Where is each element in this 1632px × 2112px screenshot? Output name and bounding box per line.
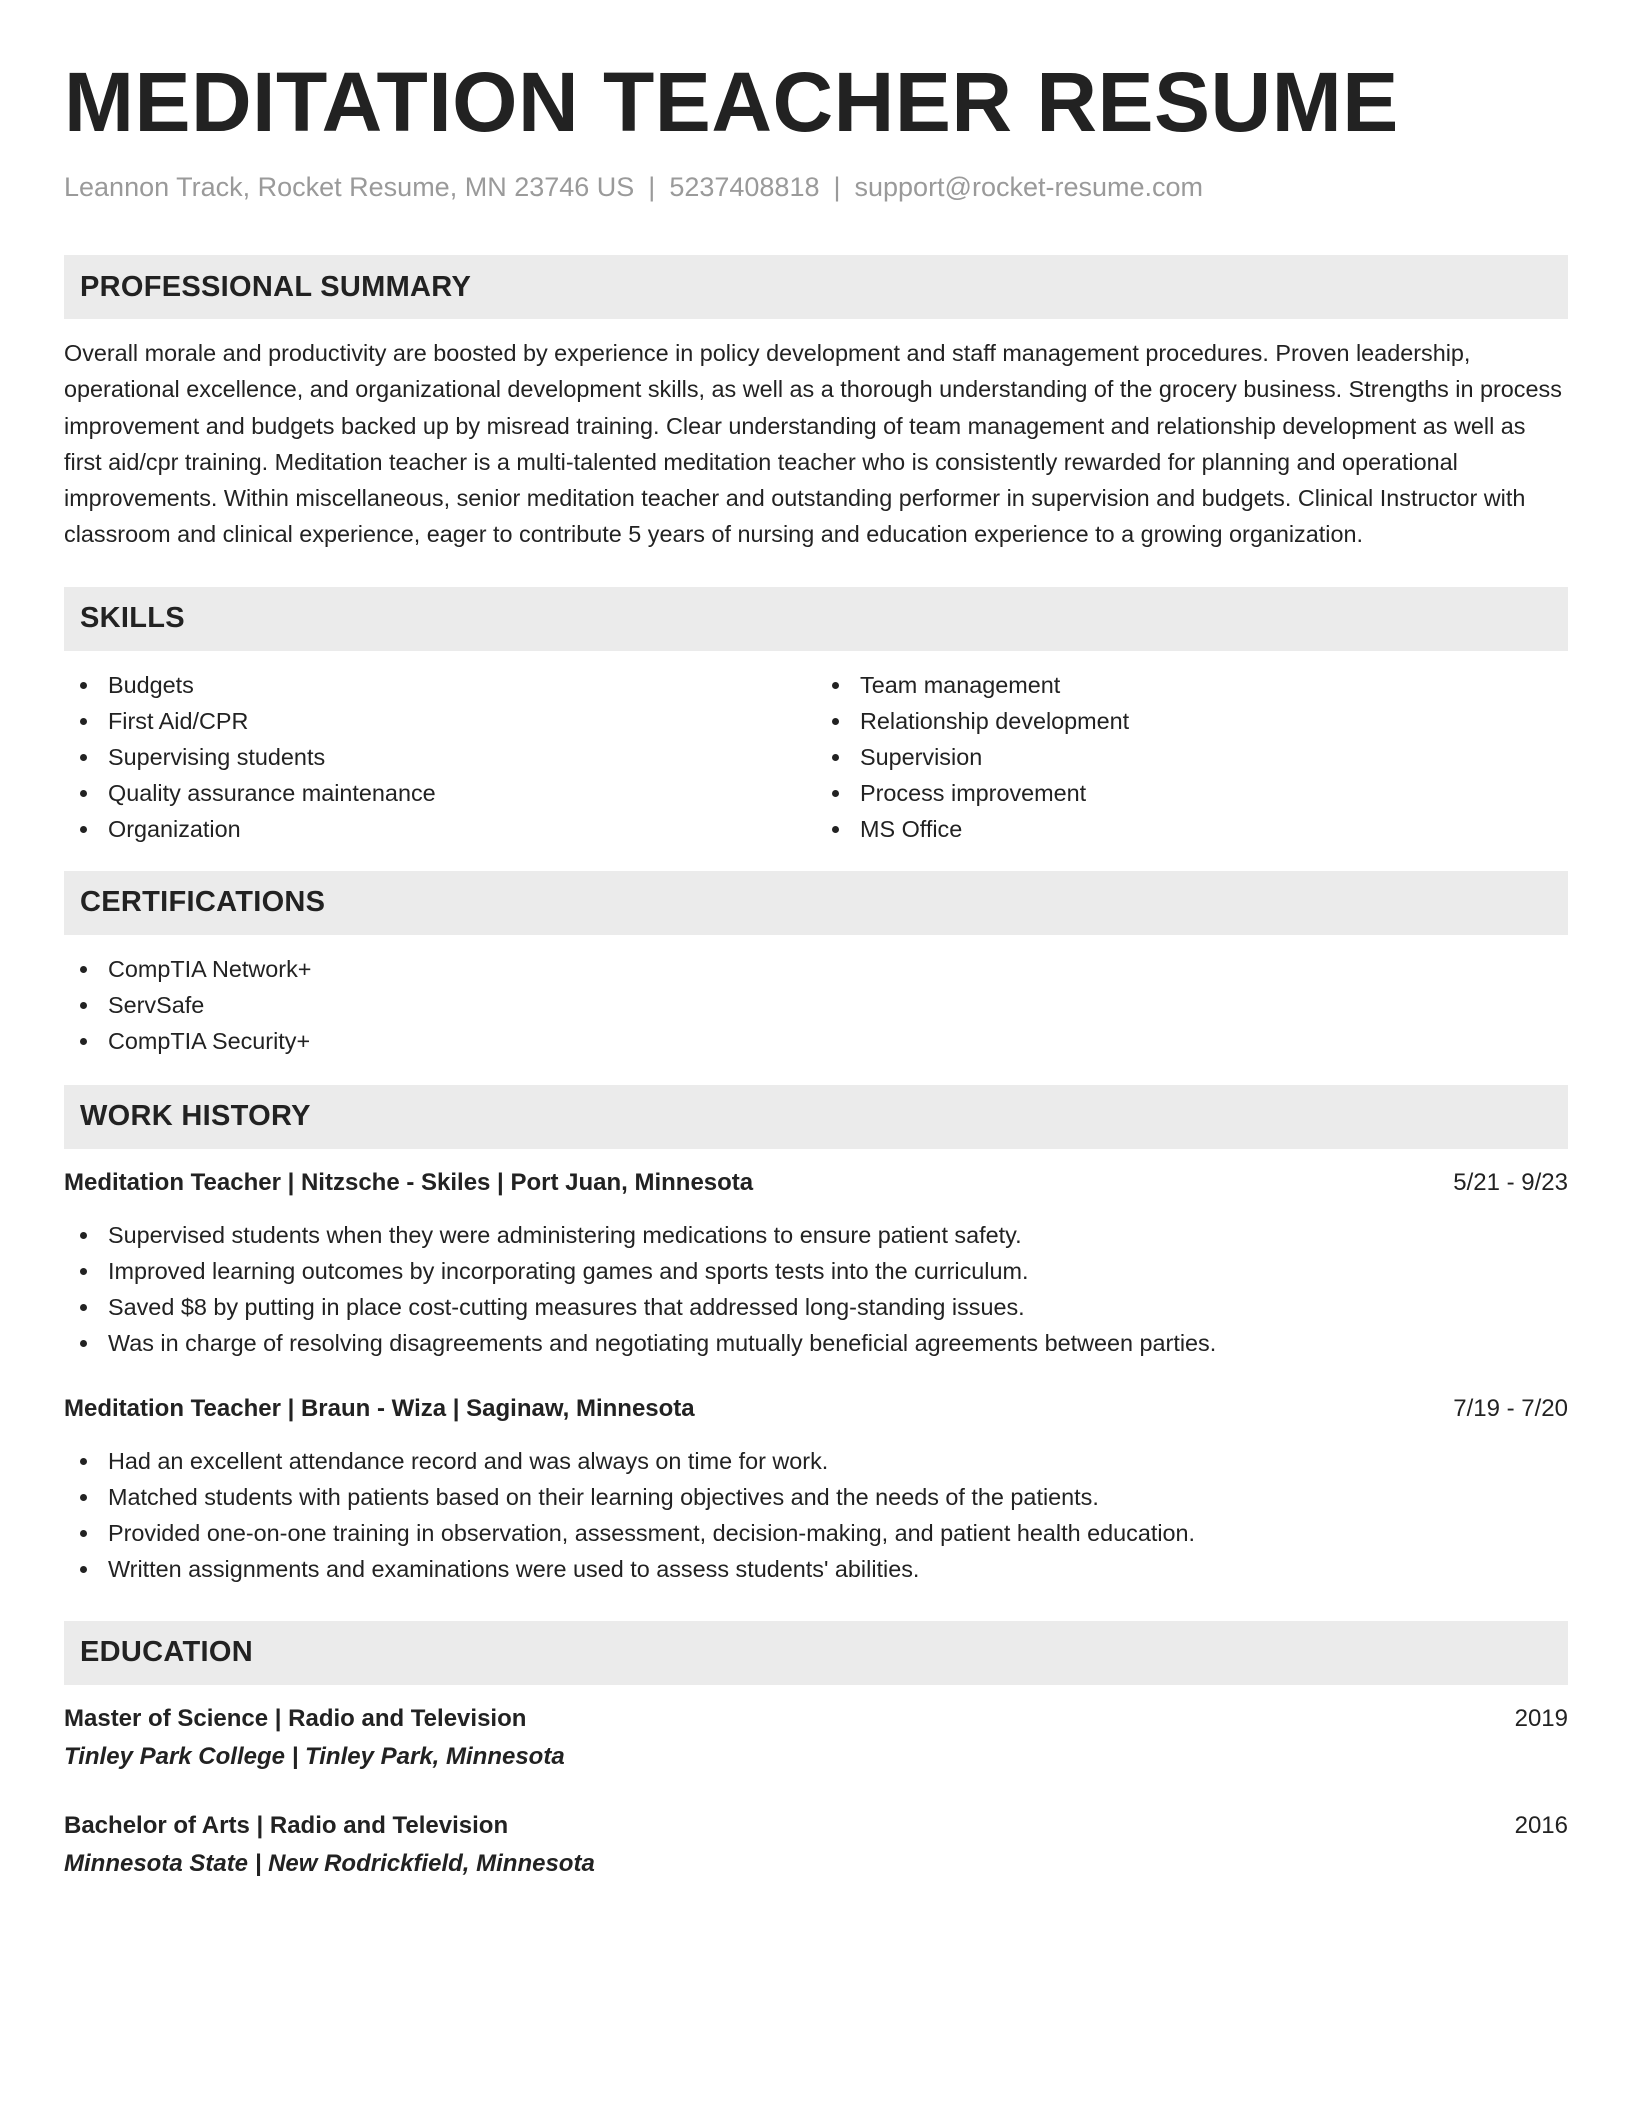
job-duty-item: Supervised students when they were administering medications to ensure patient safety. (64, 1217, 1568, 1253)
job-duty-item: Was in charge of resolving disagreements and negotiating mutually beneficial agreements between parties. (64, 1325, 1568, 1361)
job-duties-list (64, 1443, 1568, 1587)
job-duty-item: Written assignments and examinations were used to assess students' abilities. (64, 1551, 1568, 1587)
skill-item: Organization (64, 811, 816, 847)
job-heading-row (64, 1391, 1568, 1427)
skill-item: Relationship development (816, 703, 1568, 739)
education-heading-row (64, 1701, 1568, 1737)
contact-separator: | (833, 172, 841, 202)
skills-list-left (64, 667, 816, 847)
skill-item: Team management (816, 667, 1568, 703)
skill-item: Supervising students (64, 739, 816, 775)
education-heading-row (64, 1808, 1568, 1844)
skills-column-right (816, 667, 1568, 847)
skills-column-left (64, 667, 816, 847)
job-heading-row (64, 1165, 1568, 1201)
contact-line (64, 170, 1568, 204)
education-school: Tinley Park College | Tinley Park, Minnesota (64, 1742, 565, 1770)
section-header-summary: PROFESSIONAL SUMMARY (64, 255, 1568, 319)
certification-item: CompTIA Security+ (64, 1023, 1568, 1059)
skills-list-right (816, 667, 1568, 847)
skill-item: Process improvement (816, 775, 1568, 811)
certification-item: ServSafe (64, 987, 1568, 1023)
job-title: Meditation Teacher | Nitzsche - Skiles | Port Juan, Minnesota (64, 1168, 754, 1196)
skill-item: Budgets (64, 667, 816, 703)
job-duty-item: Matched students with patients based on their learning objectives and the needs of the patients. (64, 1479, 1568, 1515)
resume-title: MEDITATION TEACHER RESUME (64, 55, 1399, 149)
contact-phone: 5237408818 (669, 172, 820, 202)
job-entry (64, 1391, 1568, 1587)
job-dates: 5/21 - 9/23 (1453, 1168, 1568, 1196)
section-header-education: EDUCATION (64, 1621, 1568, 1685)
certification-item: CompTIA Network+ (64, 951, 1568, 987)
skill-item: MS Office (816, 811, 1568, 847)
education-degree: Master of Science | Radio and Television (64, 1704, 527, 1732)
job-duty-item: Provided one-on-one training in observation, assessment, decision-making, and patient health education. (64, 1515, 1568, 1551)
certifications-list (64, 951, 1568, 1059)
contact-address: Leannon Track, Rocket Resume, MN 23746 US (64, 172, 635, 202)
education-entry (64, 1701, 1568, 1775)
section-header-certifications: CERTIFICATIONS (64, 871, 1568, 935)
job-duty-item: Improved learning outcomes by incorporating games and sports tests into the curriculum. (64, 1253, 1568, 1289)
job-dates: 7/19 - 7/20 (1453, 1394, 1568, 1422)
skill-item: Supervision (816, 739, 1568, 775)
job-duty-item: Saved $8 by putting in place cost-cutting measures that addressed long-standing issues. (64, 1289, 1568, 1325)
job-duty-item: Had an excellent attendance record and was always on time for work. (64, 1443, 1568, 1479)
contact-separator: | (648, 172, 656, 202)
section-header-work-history: WORK HISTORY (64, 1085, 1568, 1149)
skills-grid (64, 667, 1568, 847)
job-title: Meditation Teacher | Braun - Wiza | Saginaw, Minnesota (64, 1394, 695, 1422)
contact-email: support@rocket-resume.com (854, 172, 1204, 202)
skill-item: Quality assurance maintenance (64, 775, 816, 811)
education-school: Minnesota State | New Rodrickfield, Minnesota (64, 1849, 595, 1877)
summary-text: Overall morale and productivity are boosted by experience in policy development and staff management procedures. Proven leadership, operational excellence, and organizational development skills, as well as a thorough understanding of the grocery business. Strengths in process improvement and budgets backed up by misread training. Clear understanding of team management and relationship development as well as first aid/cpr training. Meditation teacher is a multi-talented meditation teacher who is consistently rewarded for planning and operational improvements. Within miscellaneous, senior meditation teacher and outstanding performer in supervision and budgets. Clinical Instructor with classroom and clinical experience, eager to contribute 5 years of nursing and education experience to a growing organization. (64, 340, 1562, 548)
education-year: 2019 (1514, 1704, 1568, 1732)
education-entry (64, 1808, 1568, 1882)
education-year: 2016 (1514, 1811, 1568, 1839)
education-degree: Bachelor of Arts | Radio and Television (64, 1811, 509, 1839)
job-entry (64, 1165, 1568, 1361)
skill-item: First Aid/CPR (64, 703, 816, 739)
job-duties-list (64, 1217, 1568, 1361)
section-header-skills: SKILLS (64, 587, 1568, 651)
